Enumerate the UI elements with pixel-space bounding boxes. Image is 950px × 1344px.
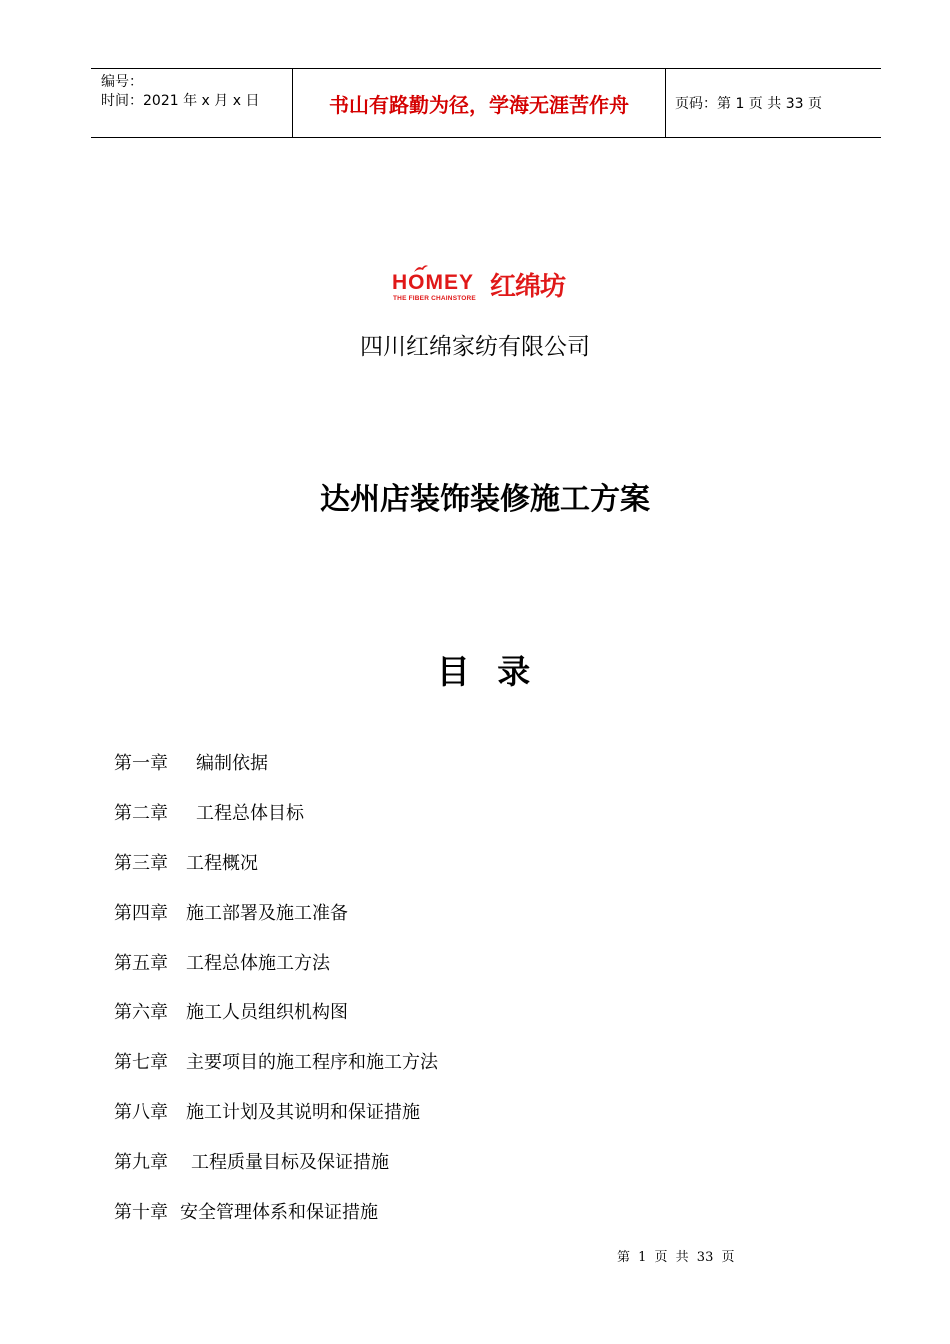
toc-heading: 目 录 xyxy=(436,652,539,691)
toc-chapter: 第五章 xyxy=(114,953,168,974)
logo-latin: HOMEY xyxy=(392,271,475,294)
toc-item xyxy=(114,1100,420,1126)
toc-title: 编制依据 xyxy=(196,753,268,774)
toc-item xyxy=(114,1150,389,1176)
toc-item xyxy=(114,1200,378,1226)
toc-title: 工程质量目标及保证措施 xyxy=(191,1152,389,1173)
toc-chapter: 第八章 xyxy=(114,1102,168,1123)
logo-chinese: 红绵坊 xyxy=(490,272,566,302)
page-footer: 第 1 页 共 33 页 xyxy=(617,1250,735,1265)
toc-chapter: 第七章 xyxy=(114,1052,168,1073)
toc-item xyxy=(114,1000,348,1026)
time-label: 时间：2021 年 x 月 x 日 xyxy=(101,93,260,109)
toc-chapter: 第六章 xyxy=(114,1002,168,1023)
toc-title: 工程总体目标 xyxy=(196,803,304,824)
toc-item xyxy=(114,951,330,977)
toc-chapter: 第四章 xyxy=(114,903,168,924)
toc-title: 工程总体施工方法 xyxy=(186,953,330,974)
toc-title: 施工计划及其说明和保证措施 xyxy=(186,1102,420,1123)
toc-chapter: 第十章 xyxy=(114,1202,168,1223)
header-motto: 书山有路勤为径，学海无涯苦作舟 xyxy=(293,69,666,137)
logo-tagline: THE FIBER CHAINSTORE xyxy=(393,295,476,302)
toc-item xyxy=(114,851,258,877)
toc-title: 主要项目的施工程序和施工方法 xyxy=(186,1052,438,1073)
toc-title: 施工人员组织机构图 xyxy=(186,1002,348,1023)
toc-item xyxy=(114,1050,438,1076)
page-header xyxy=(91,68,881,138)
toc-chapter: 第九章 xyxy=(114,1152,168,1173)
toc-chapter: 第三章 xyxy=(114,853,168,874)
company-name: 四川红绵家纺有限公司 xyxy=(360,334,590,360)
toc-item xyxy=(114,751,268,777)
number-label: 编号： xyxy=(101,74,143,90)
toc-item xyxy=(114,801,304,827)
toc-item xyxy=(114,901,348,927)
header-meta xyxy=(91,69,293,137)
document-title: 达州店装饰装修施工方案 xyxy=(320,482,650,517)
toc-chapter: 第二章 xyxy=(114,803,168,824)
toc-chapter: 第一章 xyxy=(114,753,168,774)
toc-title: 施工部署及施工准备 xyxy=(186,903,348,924)
company-logo xyxy=(392,264,582,306)
toc-title: 安全管理体系和保证措施 xyxy=(180,1202,378,1223)
header-page-info: 页码：第 1 页 共 33 页 xyxy=(675,96,822,112)
toc-title: 工程概况 xyxy=(186,853,258,874)
